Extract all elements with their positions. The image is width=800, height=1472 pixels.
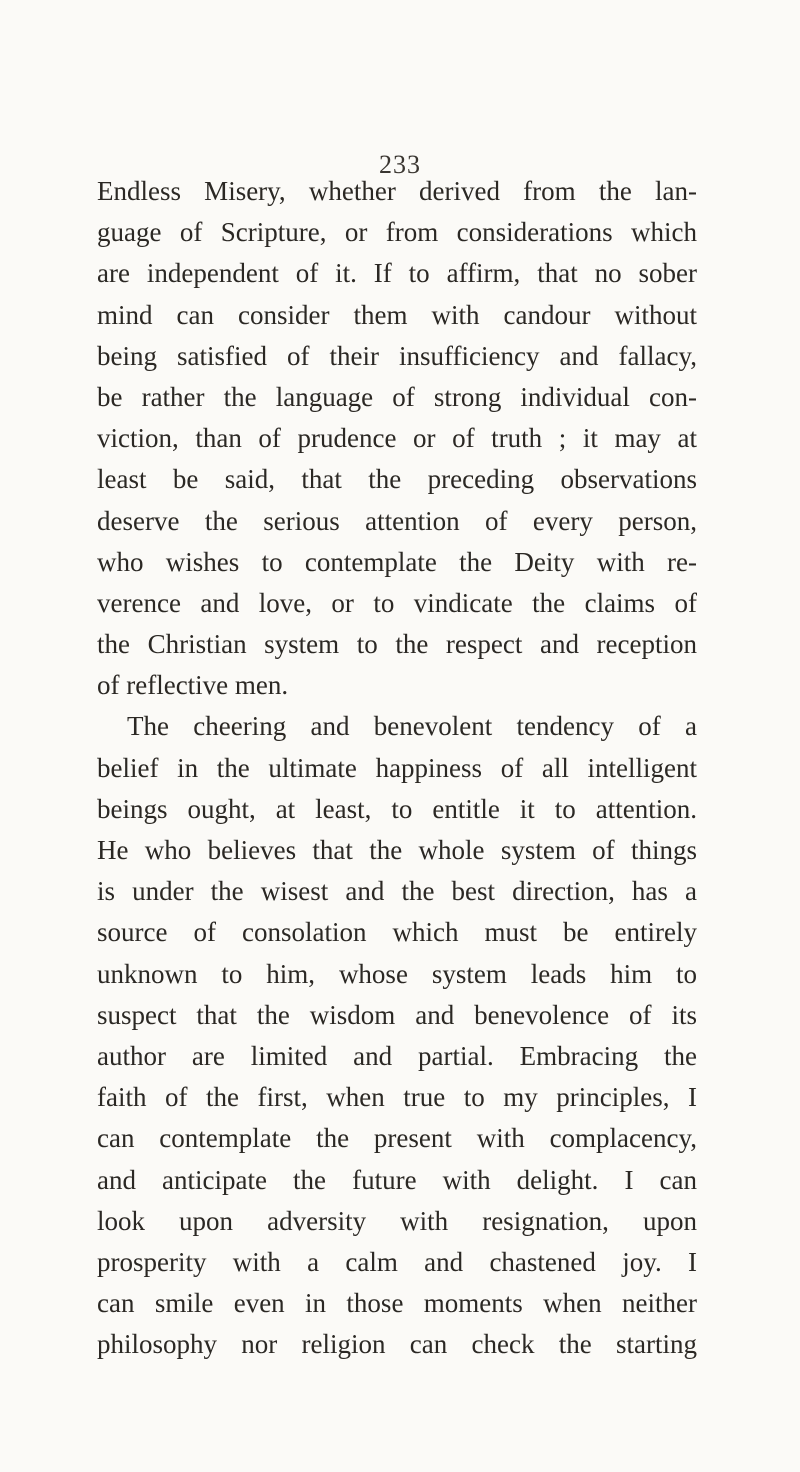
text-line: who wishes to contemplate the Deity with re-	[97, 546, 697, 577]
text-line: mind can consider them with candour without	[97, 299, 697, 330]
text-line: unknown to him, whose system leads him to	[97, 958, 697, 989]
paragraph-end-line: of reflective men.	[97, 670, 289, 701]
text-line: philosophy nor religion can check the starting	[97, 1329, 697, 1360]
text-line: faith of the first, when true to my principles, I	[97, 1082, 697, 1113]
paragraph-start-line: The cheering and benevolent tendency of a	[127, 711, 697, 742]
page-number: 233	[379, 150, 421, 179]
text-line: are independent of it. If to affirm, that no sober	[97, 258, 697, 289]
text-line: being satisfied of their insufficiency and fallacy,	[97, 340, 697, 371]
body-text	[97, 171, 697, 1365]
text-line: is under the wisest and the best direction, has a	[97, 876, 697, 907]
text-line: Endless Misery, whether derived from the lan-	[97, 176, 697, 206]
text-line: viction, than of prudence or of truth ; it may at	[97, 423, 697, 454]
text-line: the Christian system to the respect and reception	[97, 629, 697, 660]
text-line: belief in the ultimate happiness of all intelligent	[97, 752, 697, 783]
text-line: source of consolation which must be entirely	[97, 917, 697, 948]
text-line: beings ought, at least, to entitle it to attention.	[97, 793, 697, 824]
text-line: least be said, that the preceding observations	[97, 464, 697, 495]
text-line: look upon adversity with resignation, upon	[97, 1205, 697, 1236]
text-line: guage of Scripture, or from considerations which	[97, 217, 697, 248]
text-line: verence and love, or to vindicate the claims of	[97, 587, 697, 618]
text-line: suspect that the wisdom and benevolence of its	[97, 999, 697, 1030]
text-line: deserve the serious attention of every person,	[97, 505, 697, 536]
text-line: can contemplate the present with complacency,	[97, 1123, 697, 1154]
text-line: prosperity with a calm and chastened joy. I	[97, 1246, 697, 1277]
text-line: can smile even in those moments when neither	[97, 1288, 697, 1319]
text-line: and anticipate the future with delight. I can	[97, 1164, 697, 1195]
text-line: He who believes that the whole system of things	[97, 835, 697, 865]
text-line: be rather the language of strong individual con-	[97, 381, 697, 412]
text-line: author are limited and partial. Embracing the	[97, 1040, 697, 1071]
